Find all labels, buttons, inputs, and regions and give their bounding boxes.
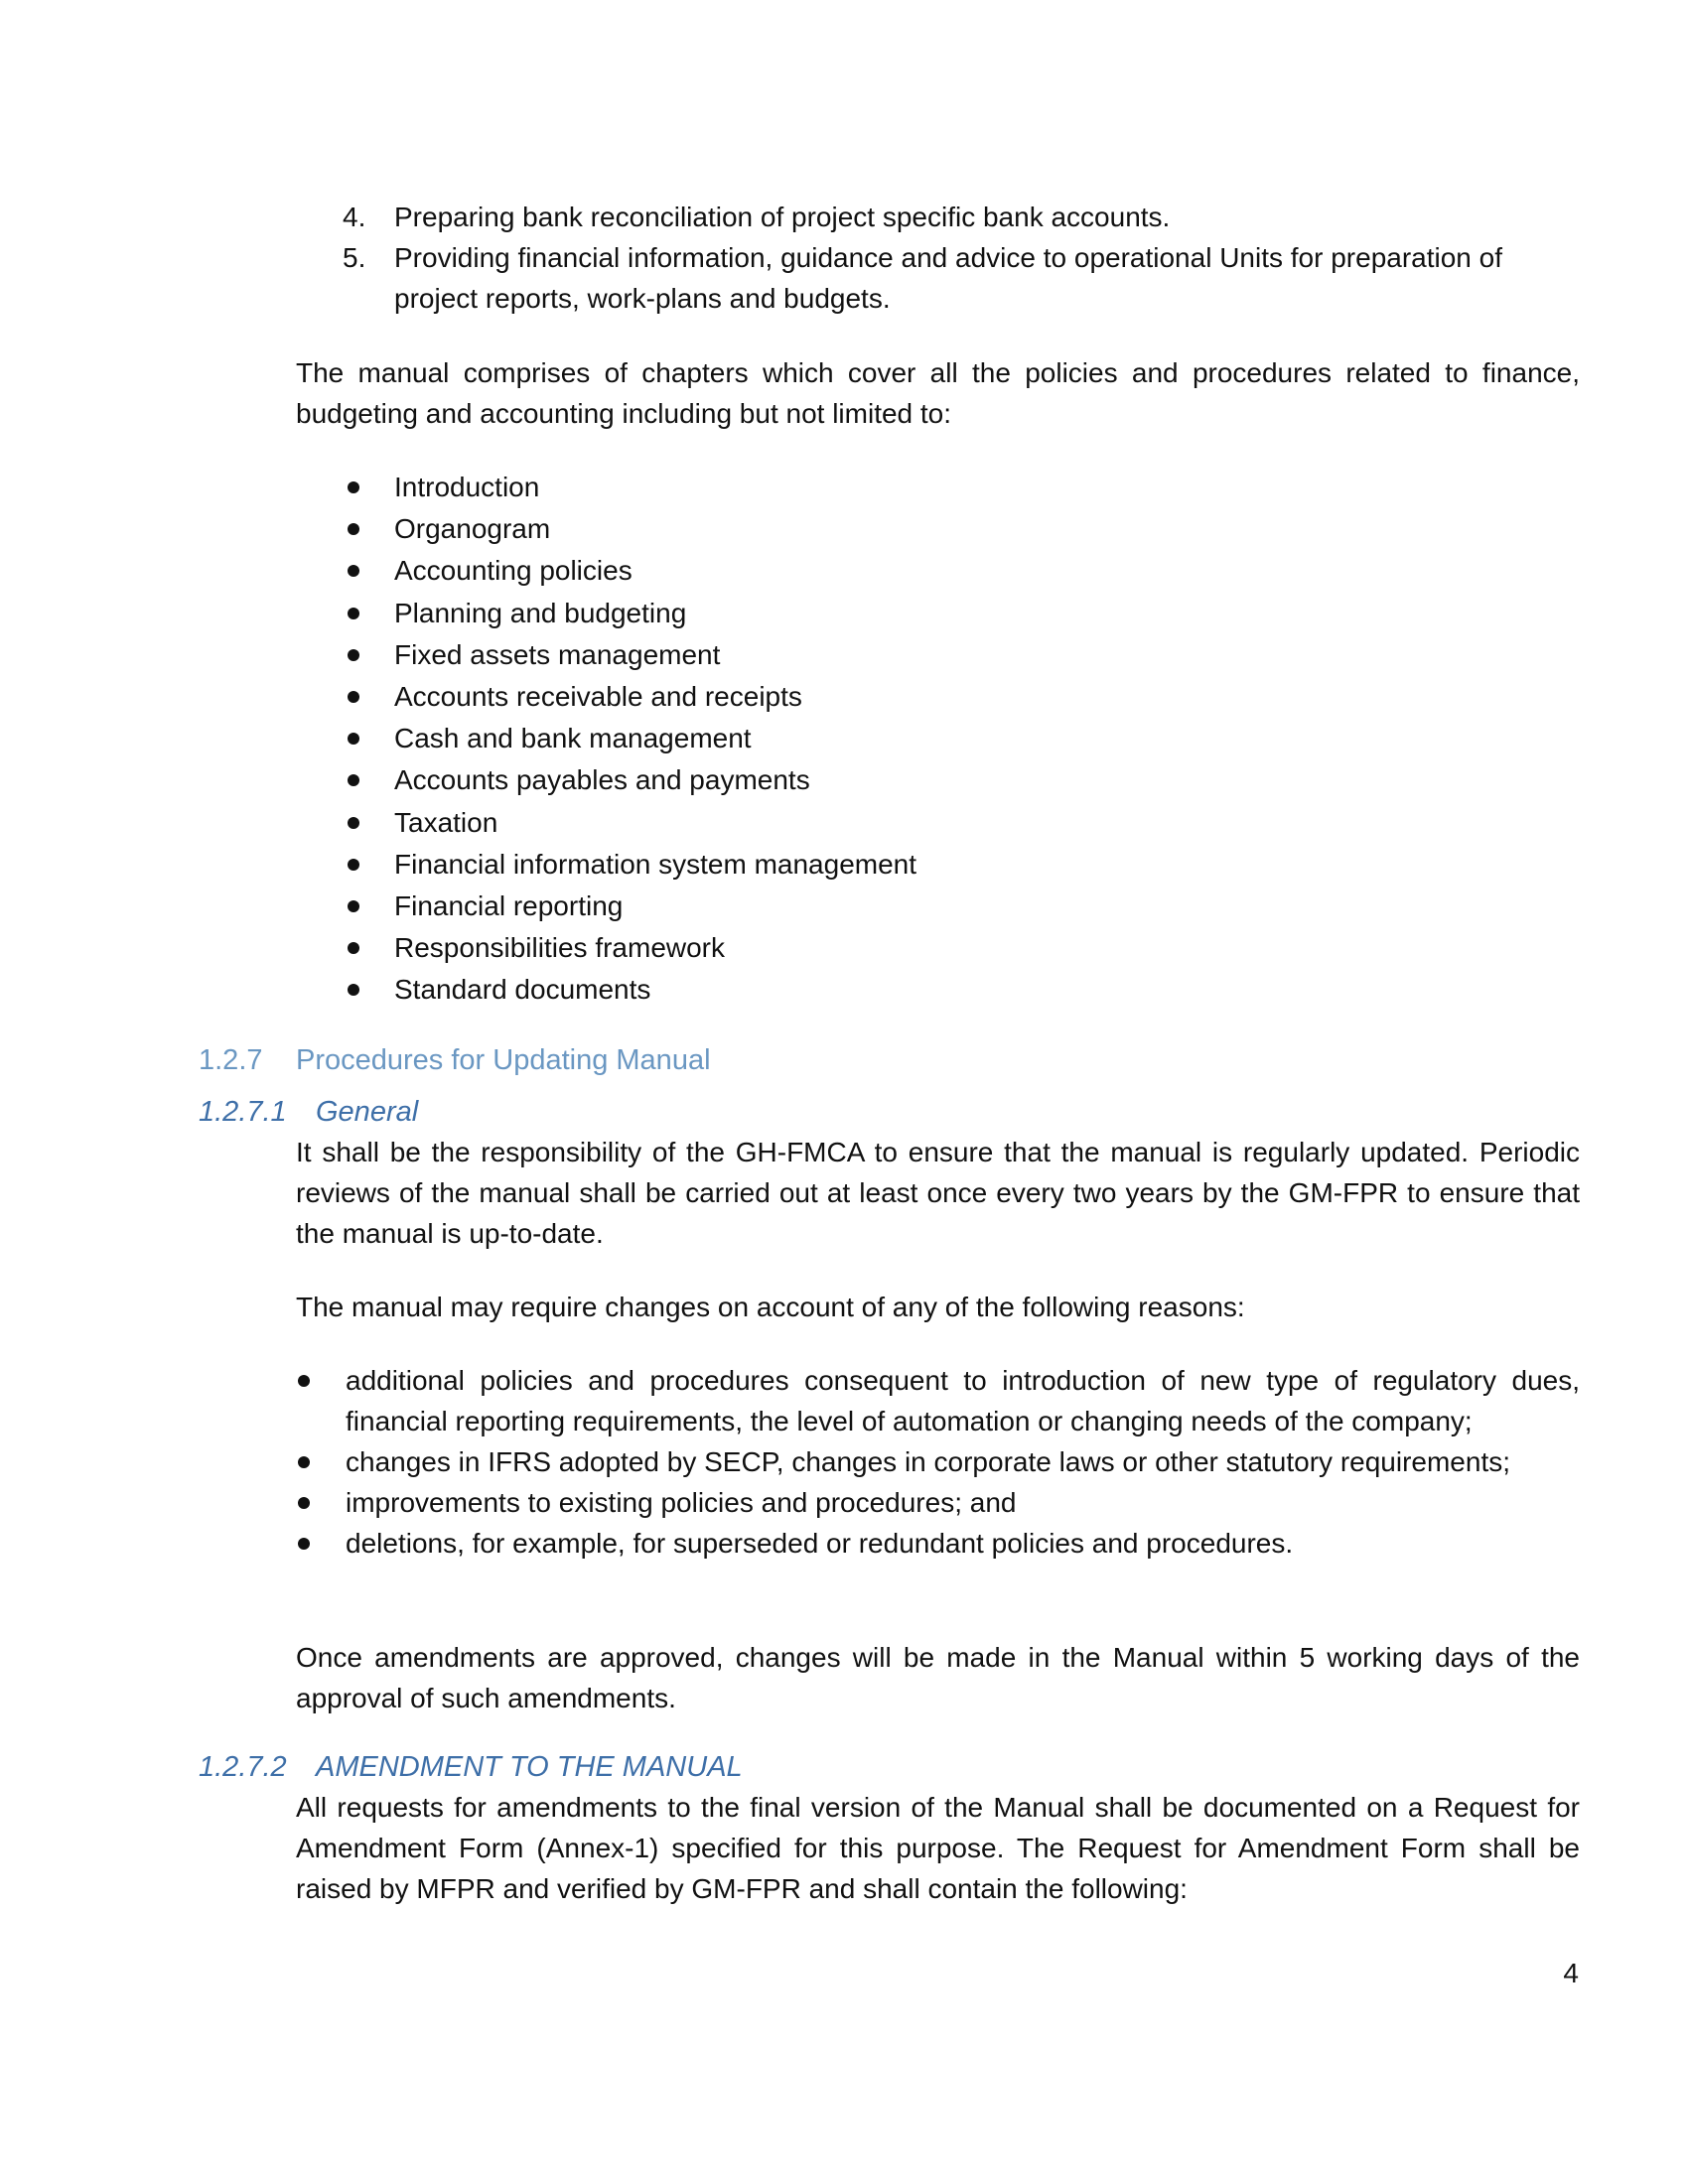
list-item-text: Introduction — [394, 472, 540, 502]
numbered-item — [343, 237, 1579, 319]
list-item-text: additional policies and procedures consequent to introduction of new type of regulatory dues, financial reporting requirements, the level of automation or changing needs of the company; — [346, 1365, 1580, 1436]
list-item — [348, 802, 1241, 844]
list-item — [298, 1482, 1580, 1523]
list-item — [348, 927, 1241, 969]
bullet-icon — [298, 1375, 310, 1387]
paragraph: Once amendments are approved, changes will be made in the Manual within 5 working days of the approval of such amendments. — [296, 1642, 1580, 1713]
section-title: Procedures for Updating Manual — [296, 1044, 711, 1076]
list-item-text: Financial information system management — [394, 848, 917, 880]
bullet-icon — [298, 1456, 310, 1468]
item-number: 5. — [343, 242, 366, 273]
list-item-text: deletions, for example, for superseded or redundant policies and procedures. — [346, 1528, 1294, 1559]
paragraph: All requests for amendments to the final version of the Manual shall be documented on a Request for Amendment Form (Annex-1) specified for this purpose. The Request for Amendment Form shall be raised by MFPR and verified by GM-FPR and shall contain the following: — [296, 1792, 1580, 1904]
list-item — [348, 886, 1241, 927]
bullet-icon — [348, 984, 359, 996]
section-heading — [199, 1040, 711, 1080]
list-item-text: Standard documents — [394, 974, 651, 1006]
list-item — [348, 467, 1241, 508]
subsection-title: AMENDMENT TO THE MANUAL — [316, 1751, 743, 1783]
intro-paragraph: The manual comprises of chapters which cover all the policies and procedures related to finance, budgeting and accounting including but not limited to: — [296, 357, 1580, 429]
list-item — [298, 1441, 1580, 1482]
bullet-icon — [348, 649, 359, 661]
list-item-text: Taxation — [394, 806, 498, 838]
chapters-list — [348, 467, 1241, 1012]
numbered-list — [343, 197, 1579, 319]
subsection-heading — [199, 1747, 743, 1787]
bullet-icon — [348, 817, 359, 829]
list-item — [298, 1360, 1580, 1441]
bullet-icon — [348, 900, 359, 912]
page-number: 4 — [1563, 1958, 1579, 1988]
item-number: 4. — [343, 202, 366, 232]
bullet-icon — [298, 1538, 310, 1550]
bullet-icon — [348, 691, 359, 703]
item-text: Providing financial information, guidance and advice to operational Units for preparation of project reports, work-plans and budgets. — [394, 242, 1503, 314]
list-item — [348, 550, 1241, 592]
subsection-number: 1.2.7.1 — [199, 1096, 287, 1128]
bullet-icon — [348, 523, 359, 535]
list-item-text: changes in IFRS adopted by SECP, changes in corporate laws or other statutory requirements; — [346, 1446, 1511, 1477]
list-item-text: Accounts receivable and receipts — [394, 681, 802, 713]
bullet-icon — [348, 481, 359, 493]
bullet-icon — [348, 608, 359, 619]
subsection-heading — [199, 1092, 418, 1132]
list-item — [348, 676, 1241, 718]
list-item-text: Financial reporting — [394, 890, 624, 922]
bullet-icon — [348, 733, 359, 745]
bullet-icon — [348, 565, 359, 577]
paragraph: It shall be the responsibility of the GH-FMCA to ensure that the manual is regularly updated. Periodic reviews of the manual shall be carried out at least once every two years by the GM-FPR to ensure that the manual is up-to-date. — [296, 1137, 1580, 1249]
bullet-icon — [348, 859, 359, 871]
list-item-text: Fixed assets management — [394, 638, 721, 670]
section-number: 1.2.7 — [199, 1044, 263, 1076]
list-item-text: Planning and budgeting — [394, 597, 687, 628]
reasons-list — [298, 1360, 1580, 1564]
subsection-title: General — [316, 1096, 419, 1128]
list-item — [348, 718, 1241, 759]
list-item — [298, 1523, 1580, 1564]
list-item — [348, 634, 1241, 676]
bullet-icon — [348, 774, 359, 786]
numbered-item — [343, 197, 1579, 237]
bullet-icon — [348, 942, 359, 954]
subsection-number: 1.2.7.2 — [199, 1751, 287, 1783]
list-item-text: Organogram — [394, 513, 551, 545]
list-item-text: Cash and bank management — [394, 723, 752, 754]
list-item-text: improvements to existing policies and procedures; and — [346, 1487, 1017, 1518]
list-item-text: Accounting policies — [394, 555, 633, 587]
list-item — [348, 508, 1241, 550]
list-item — [348, 969, 1241, 1011]
list-item-text: Accounts payables and payments — [394, 764, 810, 796]
list-item — [348, 593, 1241, 634]
paragraph: The manual may require changes on account of any of the following reasons: — [296, 1292, 1245, 1322]
list-item — [348, 759, 1241, 801]
item-text: Preparing bank reconciliation of project specific bank accounts. — [394, 202, 1171, 232]
list-item-text: Responsibilities framework — [394, 932, 726, 964]
bullet-icon — [298, 1497, 310, 1509]
list-item — [348, 844, 1241, 886]
